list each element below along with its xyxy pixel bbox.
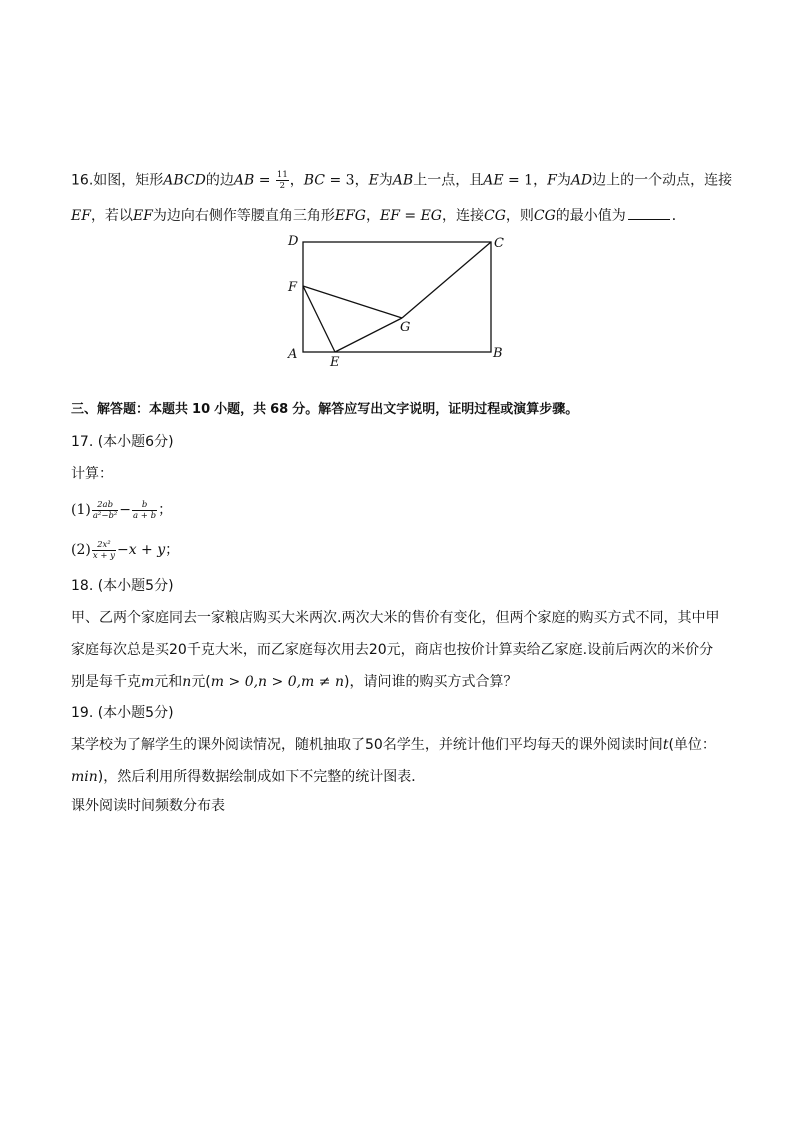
geometry-figure [283,232,513,372]
math-var: m [141,674,155,690]
q16-text: ， [354,172,369,189]
q17-part-1 [71,496,172,524]
q16-line-1 [71,170,732,191]
math-var: AD [570,172,593,189]
q16-line-2 [71,205,686,226]
q16-text: ． [671,208,686,224]
q16-text: 为边向右侧作等腰直角三角形 [152,208,335,224]
q17-part-2 [71,536,179,564]
math-var: n [182,674,192,690]
math-op: − [119,502,132,518]
q16-text: ，连接 [441,208,484,224]
q16-text: 的最小值为 [555,208,626,224]
fraction-denominator: x + y [92,550,115,561]
q16-text: ， [289,172,304,189]
q18-text: 别是每千克 [71,674,141,690]
q19-text: (单位： [668,737,716,753]
math-op: = 1 [503,172,534,189]
q17-intro: 计算： [71,466,113,482]
fraction-numerator: b [141,499,148,510]
rectangle-abcd [303,242,491,352]
math-condition: m > 0,n > 0,m ≠ n [210,674,344,690]
answer-blank[interactable] [628,205,670,220]
math-var: F [547,172,557,189]
fraction-2x2 [92,540,116,561]
math-op: = 3 [325,172,355,189]
section-3-text: 分。解答应写出文字说明，证明过程或演算步骤。 [292,402,579,417]
q16-text: ， [533,172,548,189]
section-3-text: 小题，共 [214,402,267,417]
q16-text: 上一点，且 [413,172,484,189]
fraction-denominator: 2 [276,180,289,191]
part-label: (1) [71,502,91,518]
label-d: D [288,234,299,249]
math-var: ABCD [163,172,206,189]
segment-fe [303,286,335,352]
q18-line-1: 甲、乙两个家庭同去一家粮店购买大米两次.两次大米的售价有变化，但两个家庭的购买方式不同，其中甲 [71,610,720,626]
math-var: CG [533,208,556,224]
q16-text: 如图，矩形 [93,172,164,189]
q18-line-2: 家庭每次总是买20千克大米，而乙家庭每次用去20元，商店也按价计算卖给乙家庭.设前后两次的米价分 [71,642,714,658]
math-var: EF [132,208,153,224]
segment-gc [402,242,491,318]
fraction-denominator: a + b [133,510,157,521]
label-b: B [493,346,503,361]
section-3-score: 68 [270,402,289,417]
math-var: BC [303,172,326,189]
q18-text: )，请问谁的购买方式合算？ [343,674,518,690]
q19-line-1 [71,735,716,755]
fraction-denominator: a²−b² [92,510,118,521]
section-3-text: 本题共 [149,402,189,417]
q19-text: )，然后利用所得数据绘制成如下不完整的统计图表． [97,769,426,785]
q17-header: 17. (本小题6分) [71,434,174,450]
q16-text: 为 [378,172,393,189]
q16-number: 16. [71,172,94,189]
q16-text: 为 [556,172,571,189]
q19-line-2 [71,767,425,787]
q17-text: ； [158,502,173,518]
fraction-numerator: 2ab [97,499,114,510]
segment-fg [303,286,402,318]
q17-text: ； [165,542,180,558]
q16-text: 的边 [205,172,234,189]
math-var: t [662,737,669,753]
math-expression: −x + y [116,542,166,558]
fraction-b [132,500,157,521]
fraction-eleven-halves [276,170,289,191]
segment-eg [335,318,402,352]
math-var: EG [420,208,442,224]
math-var: EF [380,208,400,224]
q18-line-3 [71,672,517,692]
fraction-numerator: 2x² [97,539,111,550]
math-var: EFG [334,208,366,224]
q18-text: 元( [191,674,211,690]
math-op: = [254,172,275,189]
fraction-numerator: 11 [276,170,288,180]
q18-header: 18. (本小题5分) [71,578,174,594]
math-var: AE [483,172,504,189]
label-e: E [330,355,340,370]
q18-text: 元和 [154,674,183,690]
math-unit: min [71,769,98,785]
fraction-2ab [92,500,118,521]
math-var: EF [71,208,91,224]
math-var: AB [392,172,414,189]
q16-text: ，若以 [90,208,133,224]
math-var: CG [483,208,506,224]
section-3-count: 10 [192,402,211,417]
math-op: = [399,208,421,224]
label-g: G [400,320,411,335]
q19-table-title: 课外阅读时间频数分布表 [71,798,225,814]
q19-header: 19. (本小题5分) [71,705,174,721]
section-3-title: 三、解答题： [71,402,150,417]
q19-text: 某学校为了解学生的课外阅读情况，随机抽取了50名学生，并统计他们平均每天的课外阅读时间 [71,737,663,753]
part-label: (2) [71,542,91,558]
q16-text: ， [366,208,380,224]
q16-text: ，则 [505,208,534,224]
q16-text: 边上的一个动点，连接 [592,172,733,189]
label-f: F [288,280,298,295]
label-a: A [288,347,298,362]
section-3-heading [71,400,578,420]
label-c: C [494,236,504,251]
math-var: E [368,172,379,189]
math-var: AB [233,172,255,189]
